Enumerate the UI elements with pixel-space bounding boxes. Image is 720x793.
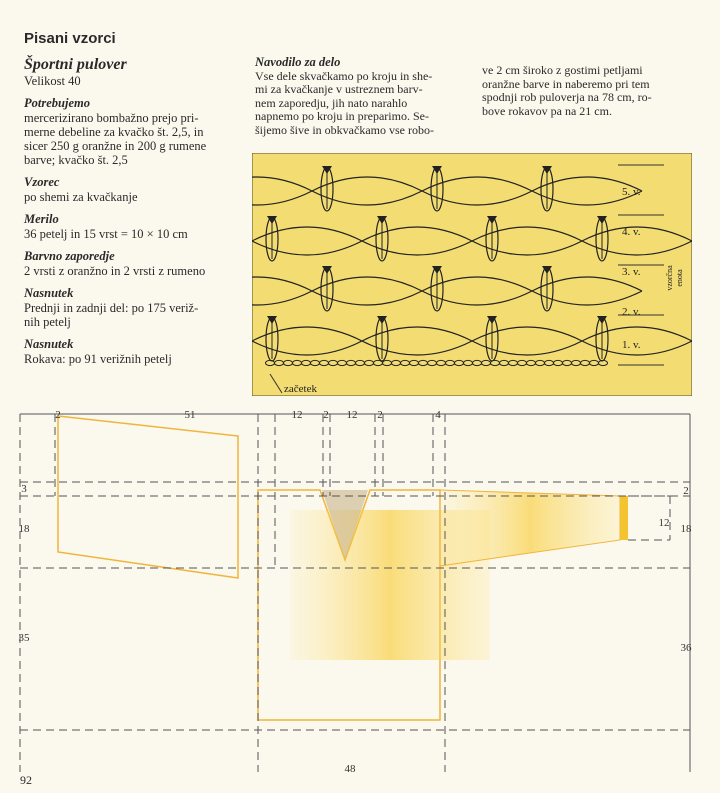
section-line: po shemi za kvačkanje bbox=[24, 190, 138, 204]
instruction-line: spodnji rob puloverja na 78 cm, ro- bbox=[482, 90, 652, 104]
right-cuff bbox=[620, 496, 628, 540]
dim-inner: 12 bbox=[658, 517, 670, 529]
left-sleeve-outline bbox=[58, 416, 238, 578]
section-line: Rokava: po 91 verižnih petelj bbox=[24, 352, 172, 366]
instruction-line: ve 2 cm široko z gostimi petljami bbox=[482, 63, 643, 77]
pattern-title: Športni pulover bbox=[24, 56, 127, 73]
instructions-continued bbox=[482, 64, 697, 118]
dim-left-1: 18 bbox=[18, 523, 30, 535]
section-line: mercerizirano bombažno prejo pri- bbox=[24, 111, 199, 125]
section-line: 36 petelj in 15 vrst = 10 × 10 cm bbox=[24, 227, 188, 241]
section-line: merne debeline za kvačko št. 2,5, in bbox=[24, 125, 204, 139]
pattern-unit-label: vzorčna bbox=[665, 265, 674, 291]
row-label: 3. v. bbox=[622, 266, 641, 278]
crochet-chart bbox=[252, 153, 692, 396]
instructions-heading: Navodilo za delo bbox=[255, 55, 341, 69]
dim-right-0: 2 bbox=[683, 485, 689, 497]
row-label: 5. v. bbox=[622, 186, 641, 198]
dim-top-1: 51 bbox=[184, 409, 196, 421]
section-line: barve; kvačko št. 2,5 bbox=[24, 153, 128, 167]
dim-top-6: 4 bbox=[435, 409, 441, 421]
row-label: 1. v. bbox=[622, 339, 641, 351]
dim-top-5: 2 bbox=[377, 409, 383, 421]
dim-left-0: 3 bbox=[21, 483, 27, 495]
dim-top-2: 12 bbox=[291, 409, 303, 421]
dim-top-3: 2 bbox=[323, 409, 329, 421]
materials-sections bbox=[24, 96, 239, 366]
instruction-line: nem zaporedju, jih nato narahlo bbox=[255, 95, 408, 110]
page-header: Pisani vzorci bbox=[24, 30, 116, 47]
instructions-block bbox=[255, 56, 467, 137]
dim-left-2: 35 bbox=[18, 632, 30, 644]
row-label: 2. v. bbox=[622, 306, 641, 318]
instruction-line: Vse dele skvačkamo po kroju in she- bbox=[255, 68, 433, 83]
section-heading: Vzorec bbox=[24, 175, 60, 189]
section-heading: Potrebujemo bbox=[24, 96, 90, 110]
instruction-line: šijemo šive in obkvačkamo vse robo- bbox=[255, 122, 434, 137]
section-heading: Merilo bbox=[24, 212, 59, 226]
garment-schematic bbox=[0, 400, 720, 793]
size-text: Velikost 40 bbox=[24, 74, 81, 88]
dim-bottom: 48 bbox=[344, 763, 356, 775]
dim-top-4: 12 bbox=[346, 409, 358, 421]
section-line: Prednji in zadnji del: po 175 veriž- bbox=[24, 301, 199, 315]
instruction-line: oranžne barve in naberemo pri tem bbox=[482, 76, 650, 91]
instruction-line: napnemo po kroju in preparimo. Se- bbox=[255, 109, 429, 123]
row-label: 4. v. bbox=[622, 226, 641, 238]
dim-top-0: 2 bbox=[55, 409, 61, 421]
right-sleeve bbox=[440, 490, 620, 566]
section-heading: Nasnutek bbox=[24, 286, 74, 300]
dim-right-1: 18 bbox=[680, 523, 692, 535]
section-line: nih petelj bbox=[24, 315, 71, 329]
instruction-line: bove rokavov pa na 21 cm. bbox=[482, 103, 612, 118]
section-line: sicer 250 g oranžne in 200 g rumene bbox=[24, 139, 207, 153]
pattern-unit-label-2: enota bbox=[675, 269, 684, 287]
instruction-line: mi za kvačkanje v ustreznem barv- bbox=[255, 82, 423, 96]
section-line: 2 vrsti z oranžno in 2 vrsti z rumeno bbox=[24, 264, 206, 278]
instructions-text bbox=[255, 70, 467, 138]
section-heading: Nasnutek bbox=[24, 337, 74, 351]
dim-right-2: 36 bbox=[680, 642, 692, 654]
materials-column bbox=[24, 74, 239, 366]
start-label: začetek bbox=[284, 383, 317, 395]
section-heading: Barvno zaporedje bbox=[24, 249, 115, 263]
page-number: 92 bbox=[20, 773, 32, 787]
